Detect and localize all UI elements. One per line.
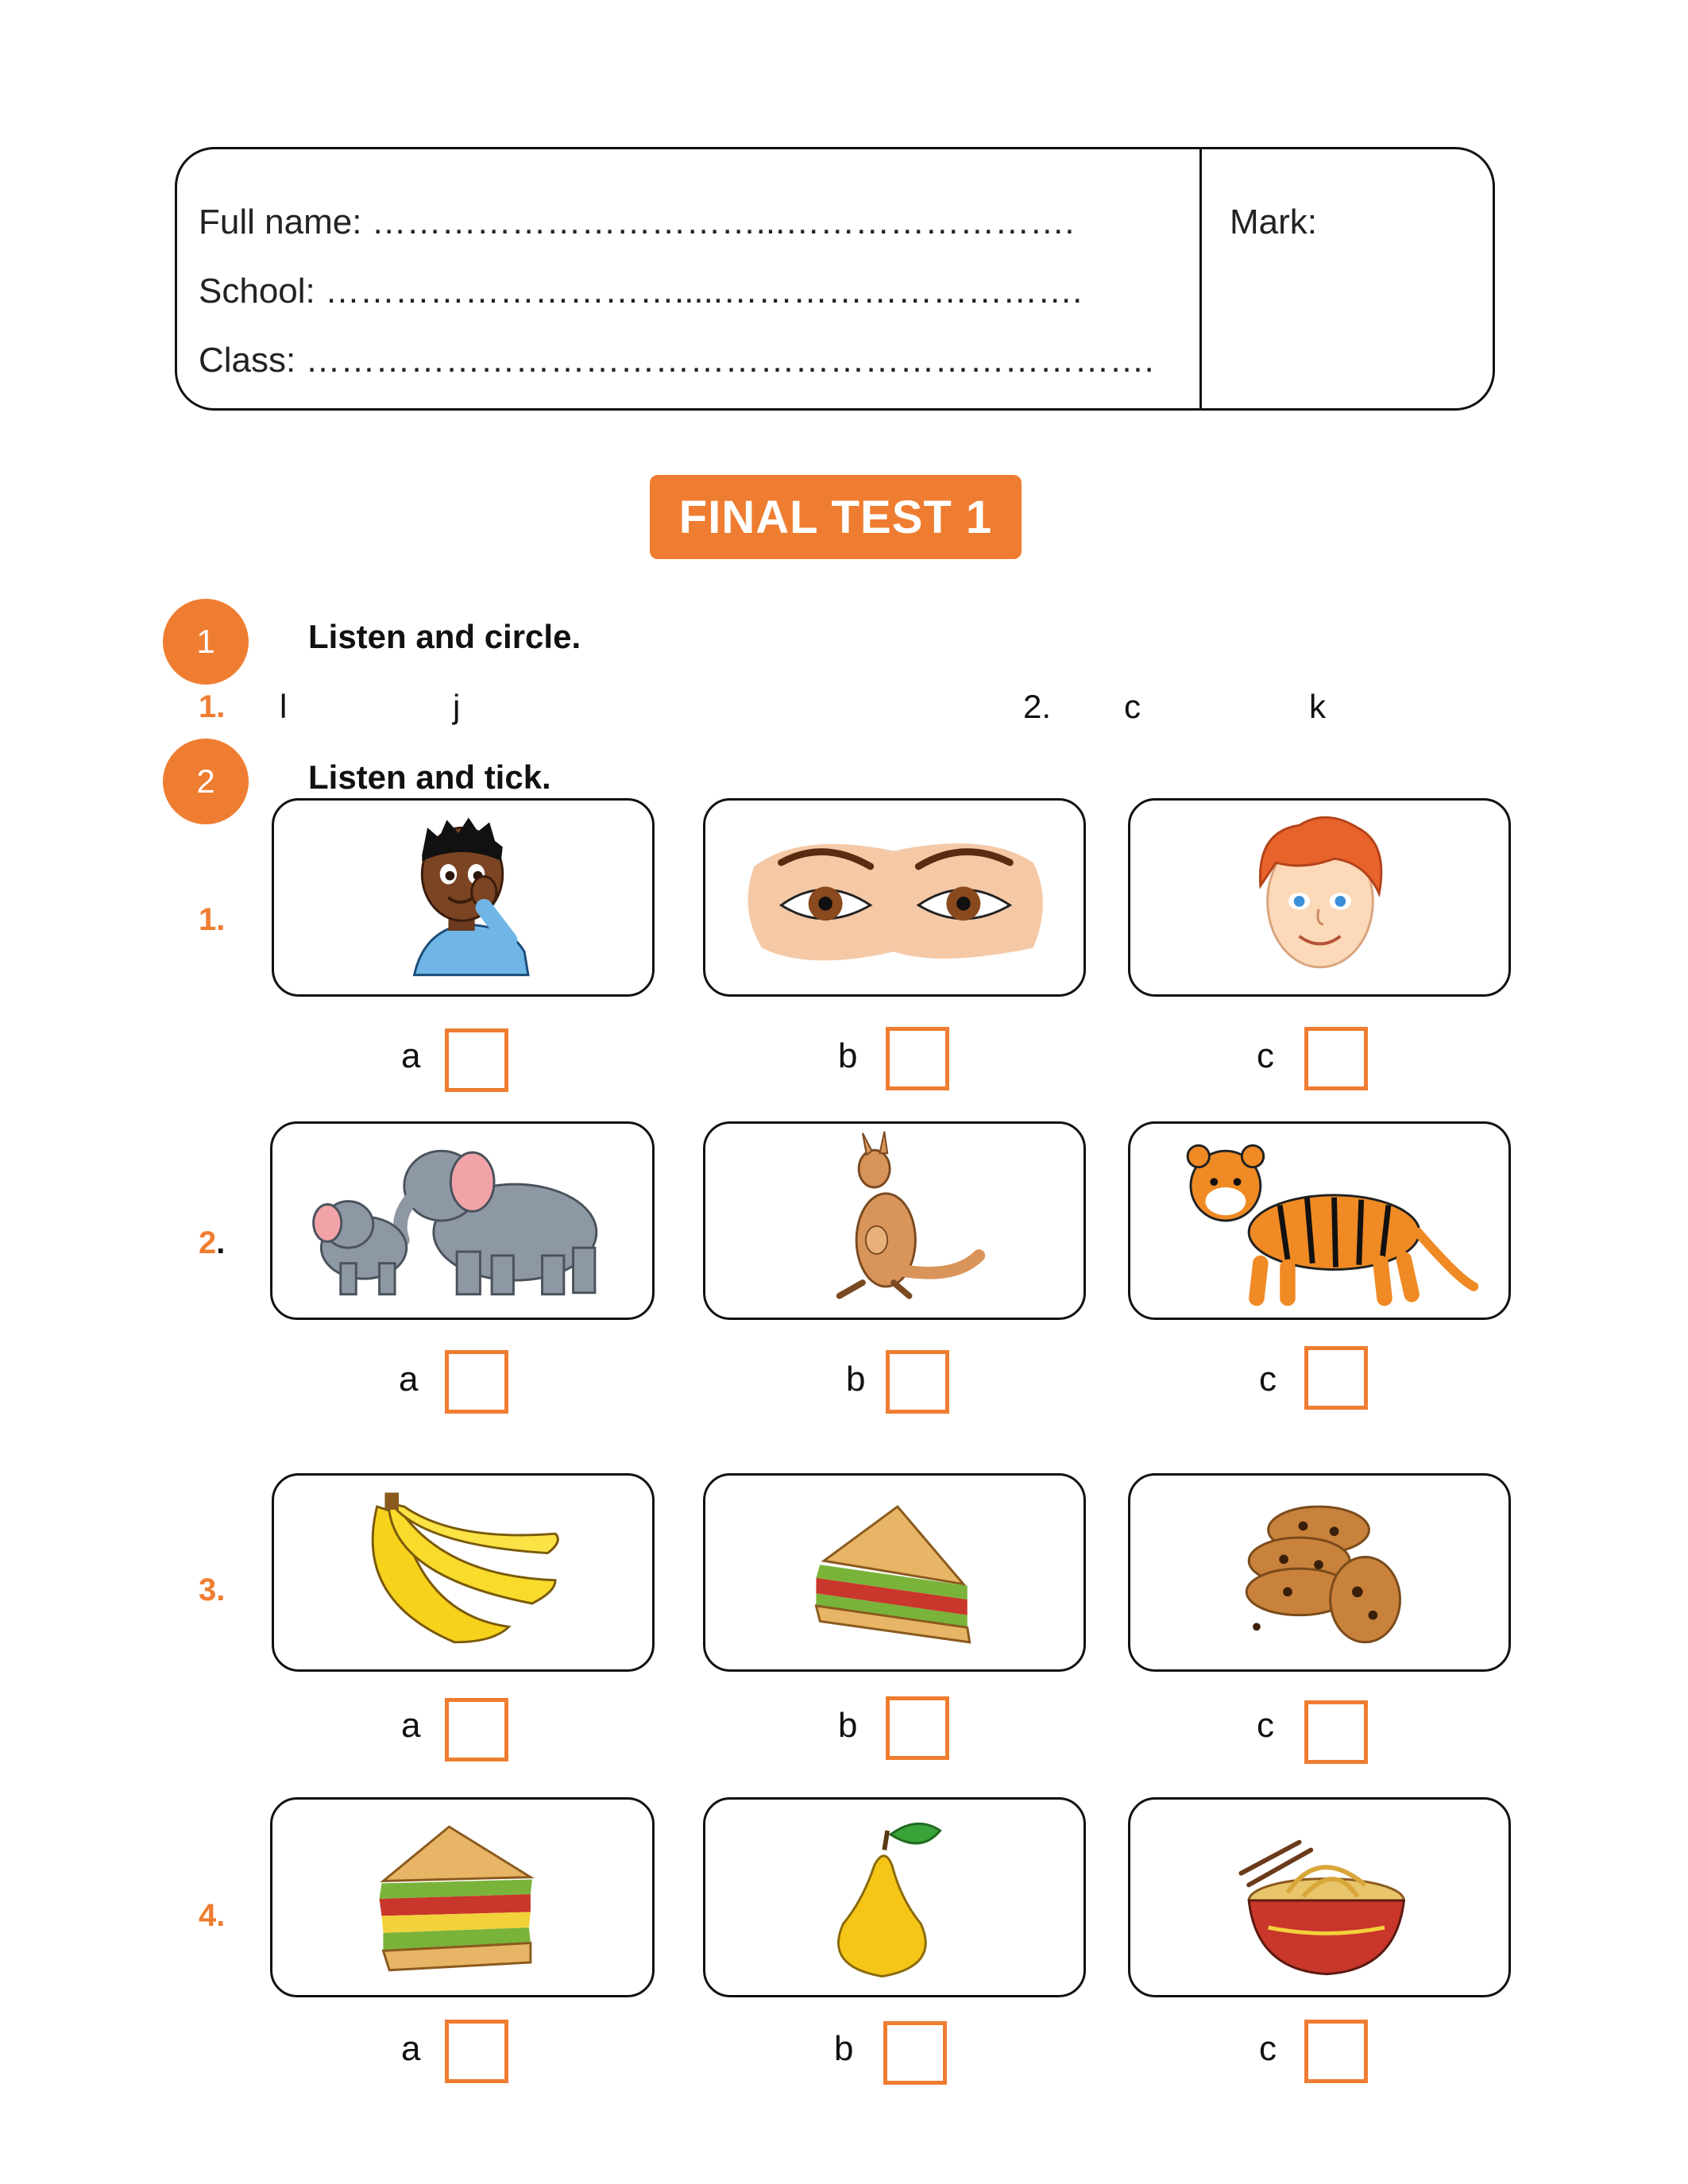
section-1-instruction: Listen and circle. <box>308 618 581 655</box>
picture-card-4a[interactable] <box>270 1797 655 1997</box>
option-letter-1b: b <box>838 1036 858 1075</box>
tick-box-2b[interactable] <box>886 1350 949 1414</box>
sandwich-picture <box>705 1476 1083 1669</box>
option-letter-4b: b <box>834 2029 854 2068</box>
option-letter-2a: a <box>399 1360 419 1399</box>
tick-box-4a[interactable] <box>445 2020 508 2083</box>
tick-box-3c[interactable] <box>1304 1700 1368 1764</box>
info-divider <box>1199 147 1202 411</box>
mark-field[interactable]: Mark: <box>1230 203 1317 241</box>
s1-q1-option-l[interactable]: l <box>280 688 288 725</box>
option-letter-4a: a <box>401 2029 421 2068</box>
picture-card-1a[interactable] <box>272 798 655 997</box>
tick-box-4b[interactable] <box>883 2021 947 2085</box>
s2-question-2-suffix: . <box>216 1225 226 1260</box>
s1-question-1-number: 1. <box>199 689 226 724</box>
tick-box-2a[interactable] <box>445 1350 508 1414</box>
picture-card-2b[interactable] <box>703 1121 1086 1320</box>
picture-card-3b[interactable] <box>703 1473 1086 1672</box>
picture-card-3c[interactable] <box>1128 1473 1511 1672</box>
tick-box-3b[interactable] <box>886 1696 949 1760</box>
picture-card-4b[interactable] <box>703 1797 1086 1997</box>
tick-box-4c[interactable] <box>1304 2020 1368 2083</box>
picture-card-1c[interactable] <box>1128 798 1511 997</box>
option-letter-2b: b <box>846 1360 866 1399</box>
elephants-picture <box>272 1124 652 1318</box>
section-2-instruction: Listen and tick. <box>308 758 551 796</box>
boy-face-picture <box>1130 801 1508 994</box>
noodles-picture <box>1130 1800 1508 1995</box>
option-letter-3c: c <box>1257 1706 1274 1745</box>
sandwich-picture <box>272 1800 652 1995</box>
tick-box-1b[interactable] <box>886 1027 949 1090</box>
picture-card-3a[interactable] <box>272 1473 655 1672</box>
picture-card-1b[interactable] <box>703 798 1086 997</box>
picture-card-2c[interactable] <box>1128 1121 1511 1320</box>
bananas-picture <box>274 1476 652 1669</box>
option-letter-3b: b <box>838 1706 858 1745</box>
s1-q2-option-c[interactable]: c <box>1124 688 1141 725</box>
class-field[interactable]: Class: ………………………………………………………………. <box>199 341 1154 380</box>
cookies-picture <box>1130 1476 1508 1669</box>
pear-picture <box>705 1800 1083 1995</box>
picture-card-2a[interactable] <box>270 1121 655 1320</box>
s1-question-2-number: 2. <box>1023 688 1052 725</box>
tick-box-3a[interactable] <box>445 1698 508 1761</box>
s2-question-2-digit: 2 <box>199 1225 217 1260</box>
full-name-field[interactable]: Full name: ……………………………...……………………. <box>199 203 1075 241</box>
section-1-number: 1 <box>163 599 249 685</box>
picture-card-4c[interactable] <box>1128 1797 1511 1997</box>
s2-question-2-number <box>199 1225 225 1261</box>
page-title: FINAL TEST 1 <box>650 475 1022 559</box>
s2-question-3-number: 3. <box>199 1572 226 1607</box>
tiger-picture <box>1130 1124 1508 1318</box>
option-letter-1c: c <box>1257 1036 1274 1075</box>
s1-q2-option-k[interactable]: k <box>1309 688 1326 725</box>
boy-touching-nose-picture <box>274 801 652 994</box>
option-letter-4c: c <box>1259 2029 1277 2068</box>
school-field[interactable]: School: ………………………….....…………………………. <box>199 272 1083 311</box>
s2-question-4-number: 4. <box>199 1898 226 1933</box>
section-2-number: 2 <box>163 739 249 824</box>
eyes-picture <box>705 801 1083 994</box>
option-letter-1a: a <box>401 1036 421 1075</box>
option-letter-3a: a <box>401 1706 421 1745</box>
tick-box-1c[interactable] <box>1304 1027 1368 1090</box>
s2-question-1-number: 1. <box>199 902 226 937</box>
tick-box-1a[interactable] <box>445 1028 508 1092</box>
kangaroo-picture <box>705 1124 1083 1318</box>
s1-q1-option-j[interactable]: j <box>453 688 461 725</box>
tick-box-2c[interactable] <box>1304 1346 1368 1410</box>
option-letter-2c: c <box>1259 1360 1277 1399</box>
